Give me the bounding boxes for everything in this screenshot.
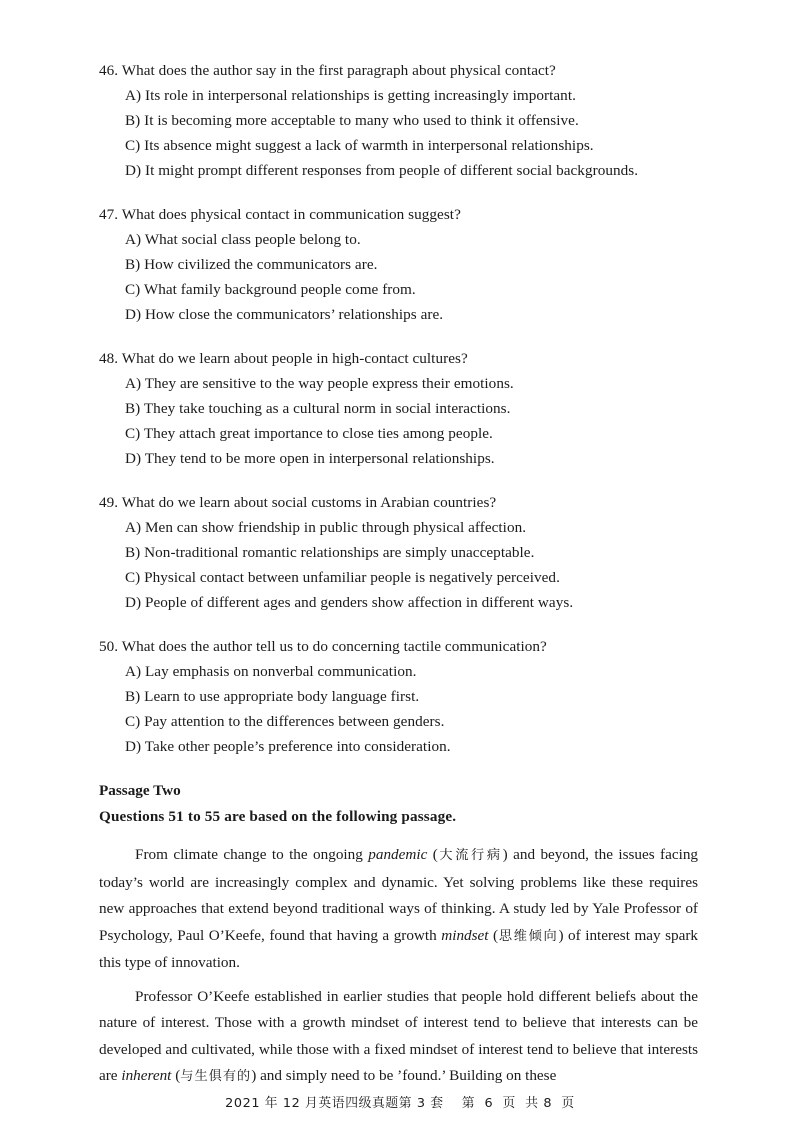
option-c[interactable]: C) Its absence might suggest a lack of warmth in interpersonal relationships. [125,137,594,154]
option-b[interactable]: B) It is becoming more acceptable to many who used to think it offensive. [125,112,579,129]
paragraph-text-segment: and simply need to be ’found.’ Building on these [256,1067,557,1084]
question-stem: 48. What do we learn about people in high-contact cultures? [99,350,468,367]
italic-term-inherent: inherent [121,1067,172,1084]
option-b[interactable]: B) They take touching as a cultural norm in social interactions. [125,400,511,417]
option-a[interactable]: A) Lay emphasis on nonverbal communication. [125,663,417,680]
question-block [99,58,699,183]
option-a[interactable]: A) Men can show friendship in public through physical affection. [125,519,527,536]
option-d[interactable]: D) People of different ages and genders show affection in different ways. [125,594,574,611]
passage-body [99,842,699,1091]
option-d[interactable]: D) How close the communicators’ relationships are. [125,306,444,323]
option-c[interactable]: C) Pay attention to the differences between genders. [125,713,445,730]
paragraph-text-segment: of interest may spark this type of innovation. [99,926,699,971]
chinese-gloss-mindset: 思维倾向 [498,928,559,944]
question-block [99,490,699,615]
option-a[interactable]: A) What social class people belong to. [125,231,361,248]
option-c[interactable]: C) They attach great importance to close ties among people. [125,425,493,442]
passage-paragraph: From climate change to the ongoing pandemic (大流行病) and beyond, the issues facing today’s world are increasingly complex and dynamic. Yet solving problems like these requires new approaches that extend beyond traditional ways of thinking. A study led by Yale Professor of Psychology, Paul O’Keefe, found that having a growth mindset (思维倾向) of interest may spark this type of innovation. [99,846,699,971]
paragraph-text-segment: Professor O’Keefe established in earlier studies that people hold different beliefs about the nature of interest. Those with a growth mindset of interest tend to believe that interests can be developed and cultivated, while those with a fixed mindset of interest tend to believe that interests are [99,987,698,1084]
option-list [99,659,699,759]
question-block [99,634,699,759]
option-d[interactable]: D) Take other people’s preference into consideration. [125,738,451,755]
option-list [99,515,699,615]
footer-label: 2021 年 12 月英语四级真题第 3 套 第 6 页 共 8 页 [225,1096,575,1111]
question-stem: 49. What do we learn about social customs in Arabian countries? [99,494,497,511]
option-list [99,227,699,327]
question-block [99,202,699,327]
option-b[interactable]: B) How civilized the communicators are. [125,256,378,273]
option-list [99,371,699,471]
option-a[interactable]: A) They are sensitive to the way people express their emotions. [125,375,514,392]
option-list [99,83,699,183]
option-c[interactable]: C) What family background people come from. [125,281,416,298]
question-stem: 50. What does the author tell us to do concerning tactile communication? [99,638,547,655]
question-block [99,346,699,471]
option-b[interactable]: B) Non-traditional romantic relationships are simply unacceptable. [125,544,535,561]
question-stem: 47. What does physical contact in communication suggest? [99,206,461,223]
option-c[interactable]: C) Physical contact between unfamiliar people is negatively perceived. [125,569,560,586]
chinese-gloss-inherent: 与生俱有的 [180,1069,252,1084]
page-content [99,58,699,1091]
option-d[interactable]: D) They tend to be more open in interpersonal relationships. [125,450,495,467]
italic-term-pandemic: pandemic [368,846,428,863]
question-stem: 46. What does the author say in the first paragraph about physical contact? [99,62,556,79]
option-a[interactable]: A) Its role in interpersonal relationships is getting increasingly important. [125,87,576,104]
chinese-gloss-pandemic: 大流行病 [437,848,503,863]
passage-section [99,778,699,1091]
option-b[interactable]: B) Learn to use appropriate body language first. [125,688,420,705]
italic-term-mindset: mindset [441,926,489,944]
passage-heading: Passage Two [99,782,181,799]
passage-paragraph: Professor O’Keefe established in earlier studies that people hold different beliefs about the nature of interest. Those with a growth mindset of interest tend to believe that interests can be developed and cultivated, while those with a fixed mindset of interest tend to believe that interests are inherent (与生俱有的) and simply need to be ’found.’ Building on these [99,987,698,1084]
paragraph-text-segment: From climate change to the ongoing [135,846,369,863]
paragraph-text-segment: and beyond, the issues facing today’s world are increasingly complex and dynamic. Yet solving problems like these requires new approaches that extend beyond traditional ways of thinking. A study led by Yale Professor of Psychology, Paul O’Keefe, found that having a growth [99,846,699,944]
page-footer [0,1092,800,1112]
option-d[interactable]: D) It might prompt different responses from people of different social backgrounds. [125,162,639,179]
passage-subheading: Questions 51 to 55 are based on the following passage. [99,808,457,825]
